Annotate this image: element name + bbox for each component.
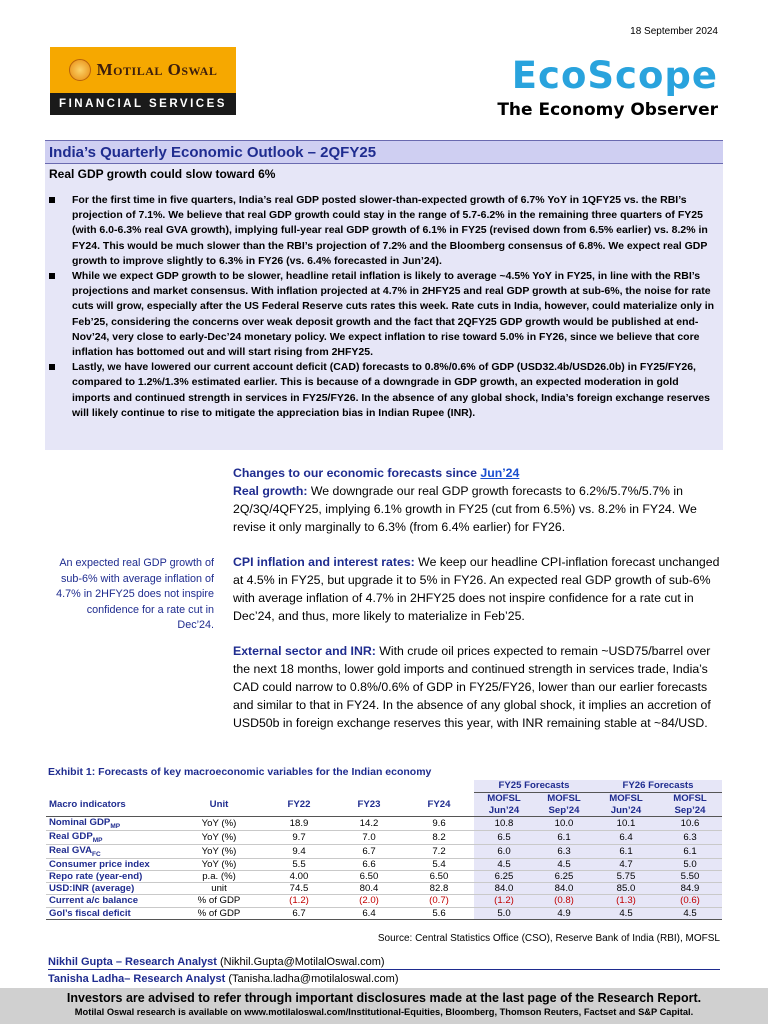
row-label: USD:INR (average) bbox=[49, 883, 135, 895]
col-mofsl: MOFSL bbox=[594, 792, 658, 804]
row-label: Consumer price index bbox=[49, 858, 150, 870]
row-unit: YoY (%) bbox=[201, 858, 237, 870]
table-cell: 5.6 bbox=[432, 907, 446, 919]
summary-box bbox=[45, 140, 723, 450]
table-cell: 6.1 bbox=[594, 844, 658, 858]
footer-disclaimer: Investors are advised to refer through important disclosures made at the last page of the Research Report. bbox=[66, 991, 702, 1005]
col-fy23: FY23 bbox=[357, 798, 381, 810]
row-unit: p.a. (%) bbox=[202, 871, 236, 883]
table-cell: (0.7) bbox=[429, 895, 449, 907]
table-cell: 5.0 bbox=[474, 907, 534, 919]
table-row bbox=[46, 883, 722, 895]
table-cell: (2.0) bbox=[359, 895, 379, 907]
logo-subtitle: FINANCIAL SERVICES bbox=[50, 93, 236, 115]
jun24-link[interactable]: Jun’24 bbox=[480, 466, 520, 480]
table-cell: 6.50 bbox=[429, 871, 449, 883]
row-label: Repo rate (year-end) bbox=[49, 871, 143, 883]
footer-availability: Motilal Oswal research is available on www.motilaloswal.com/Institutional-Equities, Bloomberg, Thomson Reuters, Factset and S&P Capital. bbox=[74, 1007, 694, 1017]
table-cell: 6.1 bbox=[658, 844, 722, 858]
row-unit: % of GDP bbox=[197, 895, 241, 907]
body-text bbox=[233, 464, 723, 732]
table-cell: 10.0 bbox=[534, 817, 594, 831]
col-fy24: FY24 bbox=[427, 798, 451, 810]
table-cell: 5.75 bbox=[594, 870, 658, 882]
summary-bullets bbox=[45, 181, 723, 421]
table-row bbox=[46, 844, 722, 858]
forecast-table bbox=[46, 780, 722, 920]
table-cell: 6.7 bbox=[362, 845, 376, 857]
table-cell: (0.6) bbox=[658, 895, 722, 907]
logo-sun-icon bbox=[69, 59, 91, 81]
fy25-group-header: FY25 Forecasts bbox=[474, 780, 594, 792]
table-cell: 6.6 bbox=[362, 858, 376, 870]
table-cell: 5.4 bbox=[432, 858, 446, 870]
row-unit: % of GDP bbox=[197, 907, 241, 919]
row-unit: YoY (%) bbox=[201, 818, 237, 830]
author-divider bbox=[48, 969, 720, 970]
real-growth-paragraph: Real growth: We downgrade our real GDP growth forecasts to 6.2%/5.7%/5.7% in 2Q/3Q/4QFY25, implying 6.1% growth in FY25 (cut from 6.5%) vs. 8.2% in FY24. We revise it only marginally to 6.3% (from 6.4% earlier) for FY26. bbox=[233, 484, 697, 534]
table-cell: 6.3 bbox=[658, 830, 722, 844]
col-mofsl: MOFSL bbox=[474, 792, 534, 804]
table-cell: 84.9 bbox=[658, 883, 722, 895]
table-cell: 4.00 bbox=[289, 871, 309, 883]
author-email[interactable]: (Tanisha.ladha@motilaloswal.com) bbox=[225, 972, 399, 985]
table-cell: 10.8 bbox=[474, 817, 534, 831]
table-cell: 9.4 bbox=[292, 845, 306, 857]
author-line: Nikhil Gupta – Research Analyst (Nikhil.Gupta@MotilalOswal.com) bbox=[48, 956, 385, 968]
table-cell: (1.3) bbox=[594, 895, 658, 907]
table-cell: 84.0 bbox=[474, 883, 534, 895]
table-row bbox=[46, 858, 722, 870]
bullet-square-icon bbox=[49, 273, 55, 279]
motilal-oswal-logo bbox=[50, 47, 236, 115]
fy26-group-header: FY26 Forecasts bbox=[594, 780, 722, 792]
col-fy22: FY22 bbox=[287, 798, 311, 810]
summary-bullet: For the first time in five quarters, India’s real GDP posted slower-than-expected growth of 6.7% YoY in 1QFY25 vs. the RBI’s projection of 7.1%. We believe that real GDP growth could stay in the range of 5.7-6.2% in the remaining three quarters of FY25 (with 6.0-6.3% real GVA growth), implying full-year real GDP growth of 6.1% in FY25 (revised down from 6.5% earlier) vs. 8.2% in FY24. This would be much slower than the RBI’s projection of 7.2% and the Bloomberg consensus of 6.8%. We expect real GDP growth to improve slightly to 6.3% in FY26 (vs. 6.4% forecasted in Jun’24). bbox=[49, 193, 715, 269]
row-unit: YoY (%) bbox=[201, 845, 237, 857]
col-sep24: Sep’24 bbox=[534, 804, 594, 816]
row-label: Real $GDP_{MP}$ bbox=[49, 830, 103, 844]
table-cell: 82.8 bbox=[429, 883, 449, 895]
table-cell: 6.25 bbox=[534, 870, 594, 882]
brand-name: EcoScope bbox=[511, 54, 718, 97]
table-row bbox=[46, 870, 722, 882]
external-sector-paragraph: External sector and INR: With crude oil prices expected to remain ~USD75/barrel over the next 18 months, lower gold imports and continued strength in services trade, India’s CAD could narrow to 0.8%/0.6% of GDP in FY25/FY26, lower than our earlier forecasts and similar to that in FY24. In the absence of any global shock, it implies an accretion of USD50b in foreign exchange reserves this year, with INR remaining stable at ~84/USD. bbox=[233, 644, 711, 730]
table-cell: 7.0 bbox=[362, 831, 376, 843]
table-cell: 6.5 bbox=[474, 830, 534, 844]
table-cell: 74.5 bbox=[289, 883, 309, 895]
cpi-paragraph: CPI inflation and interest rates: We keep our headline CPI-inflation forecast unchanged at 4.5% in FY25, but upgrade it to 5% in FY26. An expected real GDP growth of sub-6% with average inflation of 4.7% in 2HFY25 does not inspire confidence for a rate cut in Dec’24, and thus, more likely to materialize in Feb’25. bbox=[233, 555, 720, 623]
col-sep24: Sep’24 bbox=[658, 804, 722, 816]
bullet-square-icon bbox=[49, 197, 55, 203]
table-cell: (1.2) bbox=[474, 895, 534, 907]
report-title: India’s Quarterly Economic Outlook – 2QFY25 bbox=[49, 143, 377, 161]
forecast-table-body bbox=[46, 817, 722, 920]
table-cell: 4.5 bbox=[658, 907, 722, 919]
exhibit-title: Exhibit 1: Forecasts of key macroeconomic variables for the Indian economy bbox=[48, 766, 432, 778]
table-cell: 10.6 bbox=[658, 817, 722, 831]
table-cell: 8.2 bbox=[432, 831, 446, 843]
table-cell: 18.9 bbox=[289, 818, 309, 830]
summary-titlebar bbox=[45, 140, 723, 164]
table-cell: 4.5 bbox=[594, 907, 658, 919]
row-unit: YoY (%) bbox=[201, 831, 237, 843]
report-date: 18 September 2024 bbox=[630, 26, 718, 37]
authors bbox=[48, 954, 398, 987]
table-cell: 4.9 bbox=[534, 907, 594, 919]
author-email[interactable]: (Nikhil.Gupta@MotilalOswal.com) bbox=[216, 956, 385, 968]
report-subtitle: Real GDP growth could slow toward 6% bbox=[49, 167, 276, 181]
row-label: Nominal $GDP_{MP}$ bbox=[49, 817, 121, 830]
table-row bbox=[46, 817, 722, 831]
table-cell: 5.50 bbox=[658, 870, 722, 882]
table-cell: 5.5 bbox=[292, 858, 306, 870]
row-label: GoI’s fiscal deficit bbox=[49, 907, 131, 919]
table-cell: 14.2 bbox=[359, 818, 379, 830]
table-cell: 84.0 bbox=[534, 883, 594, 895]
exhibit-source: Source: Central Statistics Office (CSO), Reserve Bank of India (RBI), MOFSL bbox=[377, 933, 720, 944]
table-cell: 9.6 bbox=[432, 818, 446, 830]
logo-name: Motilal Oswal bbox=[96, 60, 218, 79]
table-cell: 4.7 bbox=[594, 858, 658, 870]
col-jun24: Jun’24 bbox=[474, 804, 534, 816]
col-mofsl: MOFSL bbox=[658, 792, 722, 804]
table-cell: 80.4 bbox=[359, 883, 379, 895]
table-row bbox=[46, 830, 722, 844]
footer-banner bbox=[0, 988, 768, 1024]
author-line: Tanisha Ladha– Research Analyst (Tanisha.ladha@motilaloswal.com) bbox=[48, 972, 399, 985]
col-mofsl: MOFSL bbox=[534, 792, 594, 804]
table-cell: 6.1 bbox=[534, 830, 594, 844]
sidenote: An expected real GDP growth of sub-6% with average inflation of 4.7% in 2HFY25 does not inspire confidence for a rate cut in Dec’24. bbox=[56, 557, 214, 631]
table-row bbox=[46, 895, 722, 907]
table-cell: (1.2) bbox=[289, 895, 309, 907]
table-cell: 6.4 bbox=[362, 907, 376, 919]
row-label: Real $GVA_{FC}$ bbox=[49, 844, 101, 858]
brand-tagline: The Economy Observer bbox=[497, 100, 718, 120]
col-jun24: Jun’24 bbox=[594, 804, 658, 816]
table-cell: 6.4 bbox=[594, 830, 658, 844]
table-cell: 10.1 bbox=[594, 817, 658, 831]
row-label: Current a/c balance bbox=[49, 895, 139, 907]
changes-heading: Changes to our economic forecasts since Jun’24 bbox=[233, 466, 520, 480]
table-cell: 9.7 bbox=[292, 831, 306, 843]
col-indicator: Macro indicators bbox=[49, 798, 126, 810]
table-cell: 6.7 bbox=[292, 907, 306, 919]
table-cell: 7.2 bbox=[432, 845, 446, 857]
table-row bbox=[46, 907, 722, 919]
ecoscope-brand bbox=[497, 54, 718, 120]
table-cell: 6.25 bbox=[474, 870, 534, 882]
table-cell: 6.3 bbox=[534, 844, 594, 858]
row-unit: unit bbox=[211, 883, 227, 895]
table-cell: 6.50 bbox=[359, 871, 379, 883]
table-cell: 4.5 bbox=[474, 858, 534, 870]
table-cell: (0.8) bbox=[534, 895, 594, 907]
summary-bullet: Lastly, we have lowered our current account deficit (CAD) forecasts to 0.8%/0.6% of GDP (USD32.4b/USD26.0b) in FY25/FY26, compared to 1.2%/1.3% estimated earlier. This is because of a downgrade in GDP growth, an expected moderation in gold imports and continued strength in services in FY25/FY26. In the absence of any global shock, India’s foreign exchange reserves will likely continue to rise to mitigate the appreciation bias in Indian Rupee (INR). bbox=[49, 360, 715, 421]
col-unit: Unit bbox=[209, 798, 229, 810]
summary-bullet: While we expect GDP growth to be slower, headline retail inflation is likely to average ~4.5% YoY in FY25, in line with the RBI’s projections and market consensus. With inflation projected at 4.7% in 2HFY25 and real GDP growth at sub-6%, the noise for rate cuts will grow, especially after the US Federal Reserve cuts rates this week. Rate cuts in India, however, could materialize only in Feb’25, considering the concerns over weak deposit growth and the fact that 2QFY25 GDP growth would be published at end-Nov’24, very close to early-Dec’24 monetary policy. We expect inflation to rise toward 5.0% in FY26, since we believe that core inflation has bottomed out and will start rising from 2HFY25. bbox=[49, 269, 715, 360]
bullet-square-icon bbox=[49, 364, 55, 370]
table-cell: 5.0 bbox=[658, 858, 722, 870]
table-cell: 85.0 bbox=[594, 883, 658, 895]
table-cell: 4.5 bbox=[534, 858, 594, 870]
table-cell: 6.0 bbox=[474, 844, 534, 858]
